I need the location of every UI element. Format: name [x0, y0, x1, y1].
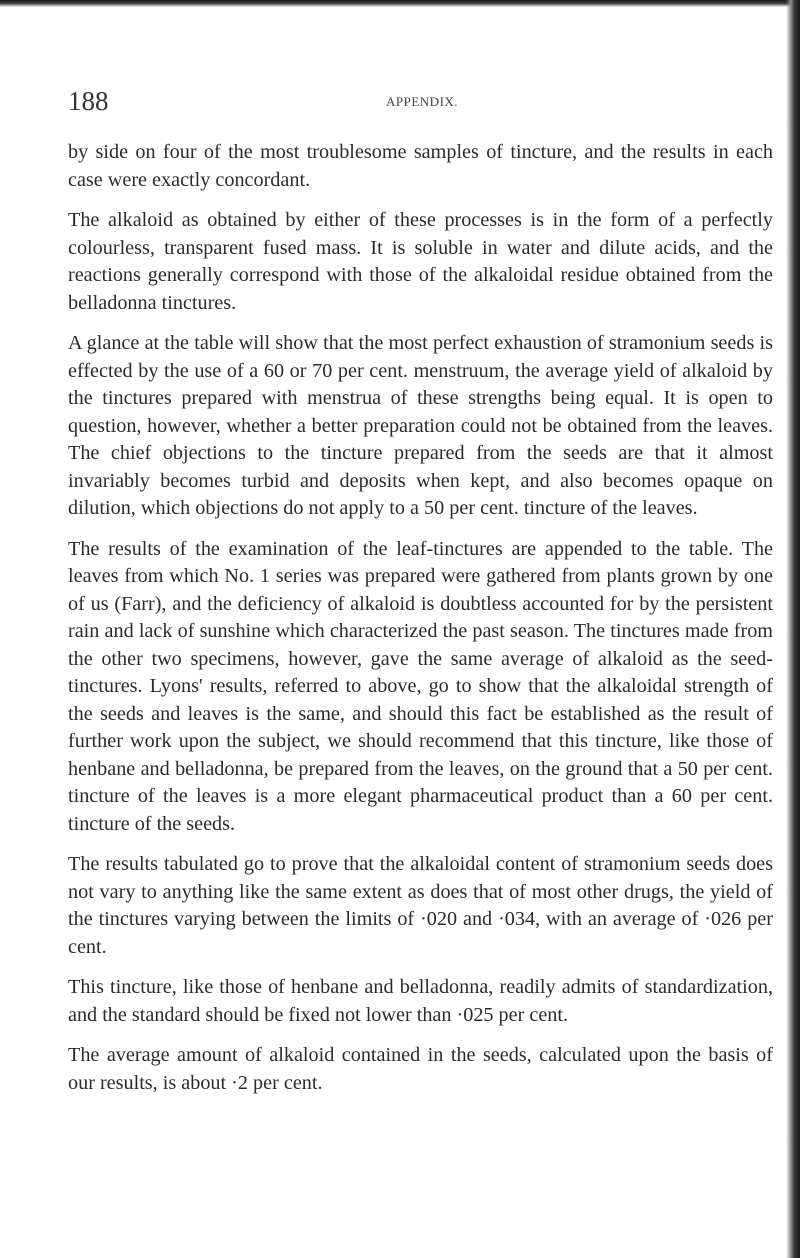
running-head: APPENDIX. [386, 94, 459, 109]
paragraph-standardization: This tincture, like those of henbane and belladonna, readily admits of standardization, and the standard should be fixed not lower than ·025 per cent. [68, 976, 773, 1026]
page-binding-shadow [786, 0, 800, 1258]
paragraph-results-tabulated: The results tabulated go to prove that the alkaloidal content of stramonium seeds does not vary to anything like the same extent as does that of most other drugs, the yield of the tinctures varying between the limits of ·020 and ·034, with an average of ·026 per cent. [68, 853, 773, 958]
paragraph-alkaloid-description: The alkaloid as obtained by either of these processes is in the form of a perfectly colourless, transparent fused mass. It is soluble in water and dilute acids, and the reactions generally correspond with those of the alkaloidal residue obtained from the belladonna tinctures. [68, 209, 773, 314]
book-page [68, 0, 780, 1258]
paragraph-leaf-tinctures: The results of the examination of the leaf-tinctures are appended to the table. The leaves from which No. 1 series was prepared were gathered from plants grown by one of us (Farr), and the deficiency of alkaloid is doubtless accounted for by the persistent rain and lack of sunshine which characterized the past season. The tinctures made from the other two specimens, however, gave the same average of alkaloid as the seed-tinctures. Lyons' results, referred to above, go to show that the alkaloidal strength of the seeds and leaves is the same, and should this fact be established as the result of further work upon the subject, we should recommend that this tincture, like those of henbane and belladonna, be prepared from the leaves, on the ground that a 50 per cent. tincture of the leaves is a more elegant pharmaceutical product than a 60 per cent. tincture of the seeds. [68, 537, 773, 835]
paragraph-continuation: by side on four of the most troublesome samples of tincture, and the results in each case were exactly concordant. [68, 141, 773, 191]
body-text [68, 139, 773, 1097]
page-number: 188 [68, 86, 109, 116]
paragraph-average-amount: The average amount of alkaloid contained in the seeds, calculated upon the basis of our results, is about ·2 per cent. [68, 1044, 773, 1094]
paragraph-table-glance: A glance at the table will show that the most perfect exhaustion of stramonium seeds is effected by the use of a 60 or 70 per cent. menstruum, the average yield of alkaloid by the tinctures prepared with menstrua of these strengths being equal. It is open to question, however, whether a better preparation could not be obtained from the leaves. The chief objections to the tincture prepared from the seeds are that it almost invariably becomes turbid and deposits when kept, and also becomes opaque on dilution, which objections do not apply to a 50 per cent. tincture of the leaves. [68, 332, 773, 519]
